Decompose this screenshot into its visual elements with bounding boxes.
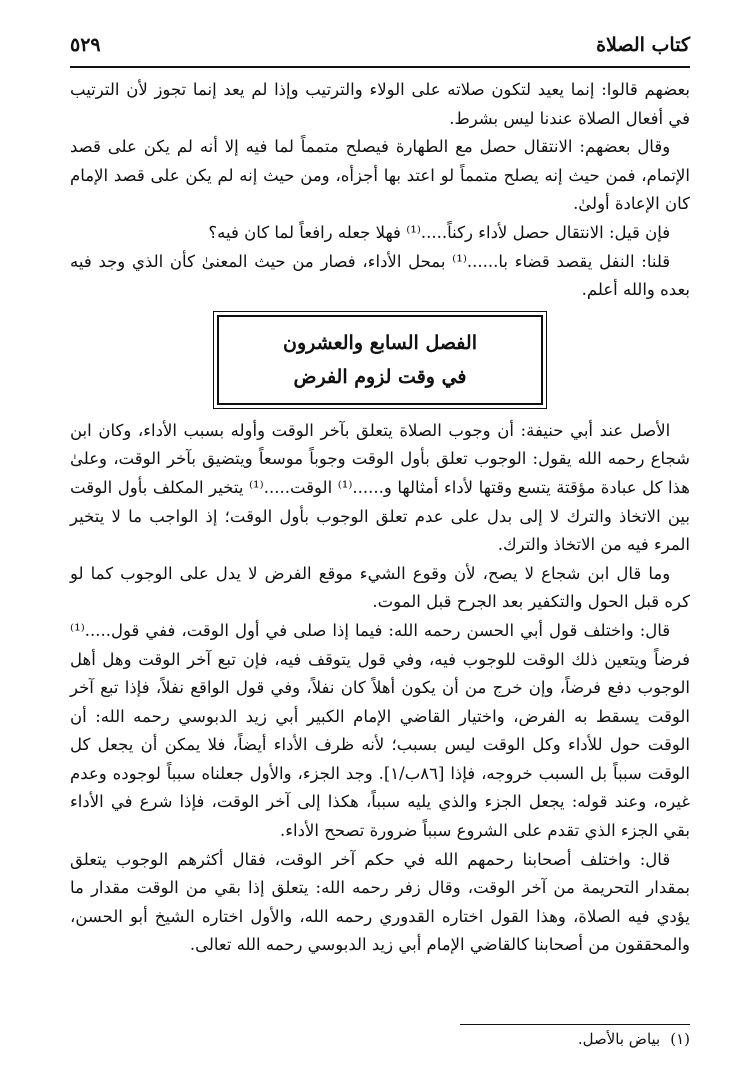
running-header: [70, 34, 690, 62]
page-number: ٥٢٩: [70, 34, 101, 56]
paragraph: وما قال ابن شجاع لا يصح، لأن وقوع الشيء موقع الفرض لا يدل على الوجوب كما لو كره قبل الحول والتكفير بعد الجرح قبل الموت.: [70, 563, 690, 612]
section-subtitle: في وقت لزوم الفرض: [293, 365, 467, 388]
paragraph: قال: واختلف قول أبي الحسن رحمه الله: فيما إذا صلى في أول الوقت، ففي قول.....⁽¹⁾ فرضاً ويتعين ذلك الوقت للوجوب فيه، وفي قول يتوقف فيه، فإن تبع آخر الوقت وهل أهل الوجوب دفع فرضاً، وإن خرج من أن يكون أهلاً كان نفلاً، وفي قول الواقع نفلاً، فإذا تبع آخر الوقت يسقط به الفرض، واختيار القاضي الإمام الكبير أبي زيد الدبوسي رحمه الله: أن الوقت حول للأداء وكل الوقت ليس بسبب؛ لأنه ظرف الأداء أيضاً، فلا يمكن أن يجعل كل الوقت سبباً بل السبب خروجه، فإذا [٨٦ب/١]. وجد الجزء، والأول جعلناه سبباً لوجوده وعدم غيره، وعند قوله: يجعل الجزء والذي يليه سبباً، هكذا إلى آخر الوقت، فإذا شرع في الأداء بقي الجزء الذي تقدم على الشروع سبباً ضرورة تصحح الأداء.: [70, 620, 690, 841]
footnote-rule: [460, 1024, 690, 1025]
main-text: [70, 76, 690, 960]
paragraph: قلنا: النفل يقصد قضاء با......⁽¹⁾ بمحل الأداء، فصار من حيث المعنىٰ كأن الذي وجد فيه بعده والله أعلم.: [70, 251, 690, 300]
paragraph: قال: واختلف أصحابنا رحمهم الله في حكم آخر الوقت، فقال أكثرهم الوجوب يتعلق بمقدار التحريمة من آخر الوقت، وقال زفر رحمه الله: يتعلق إذا بقي من الوقت مقدار ما يؤدي فيه الصلاة، وهذا القول اختاره القدوري رحمه الله، والأول اختاره الشيخ أبو الحسن، والمحققون من أصحابنا كالقاضي الإمام أبي زيد الدبوسي رحمه الله تعالى.: [70, 849, 690, 955]
footnote-text: بياض بالأصل.: [577, 1030, 661, 1048]
paragraph: فإن قيل: الانتقال حصل لأداء ركناً.....⁽¹⁾ فهلا جعله رافعاً لما كان فيه؟: [208, 222, 671, 242]
footnote-number: (١): [670, 1030, 690, 1048]
paragraph: بعضهم قالوا: إنما يعيد لتكون صلاته على الولاء والترتيب وإذا لم يعد إنما تجوز لأن الترتيب في أفعال الصلاة عندنا ليس بشرط.: [70, 80, 690, 128]
footnote: [70, 1030, 690, 1048]
book-title: كتاب الصلاة: [596, 34, 690, 56]
paragraph: وقال بعضهم: الانتقال حصل مع الطهارة فيصلح متمماً لما فيه إلا أنه لم يكن على قصد الإتمام، فمن حيث إنه يصلح متمماً لو اعتد بها أجزأه، ومن حيث إنه لم يكن على قصد الإمام كان الإعادة أولىٰ.: [70, 137, 690, 214]
paragraph: الأصل عند أبي حنيفة: أن وجوب الصلاة يتعلق بآخر الوقت وأوله بسبب الأداء، وكان ابن شجاع رحمه الله يقول: الوجوب تعلق بأول الوقت وجوباً موسعاً ويتضيق بآخر الوقت، وعلىٰ هذا كل عبادة مؤقتة يتسع وقتها لأداء أمثالها و......⁽¹⁾ الوقت.....⁽¹⁾ يتخير المكلف بأول الوقت بين الاتخاذ والترك لا إلى بدل على عدم تعلق الوجوب بأول الوقت؛ إذ الواجب ما لا يتخير المرء فيه من الاتخاذ والترك.: [70, 420, 690, 555]
section-title-box: [217, 315, 543, 405]
section-title: الفصل السابع والعشرون: [283, 331, 477, 354]
header-rule: [70, 66, 690, 68]
